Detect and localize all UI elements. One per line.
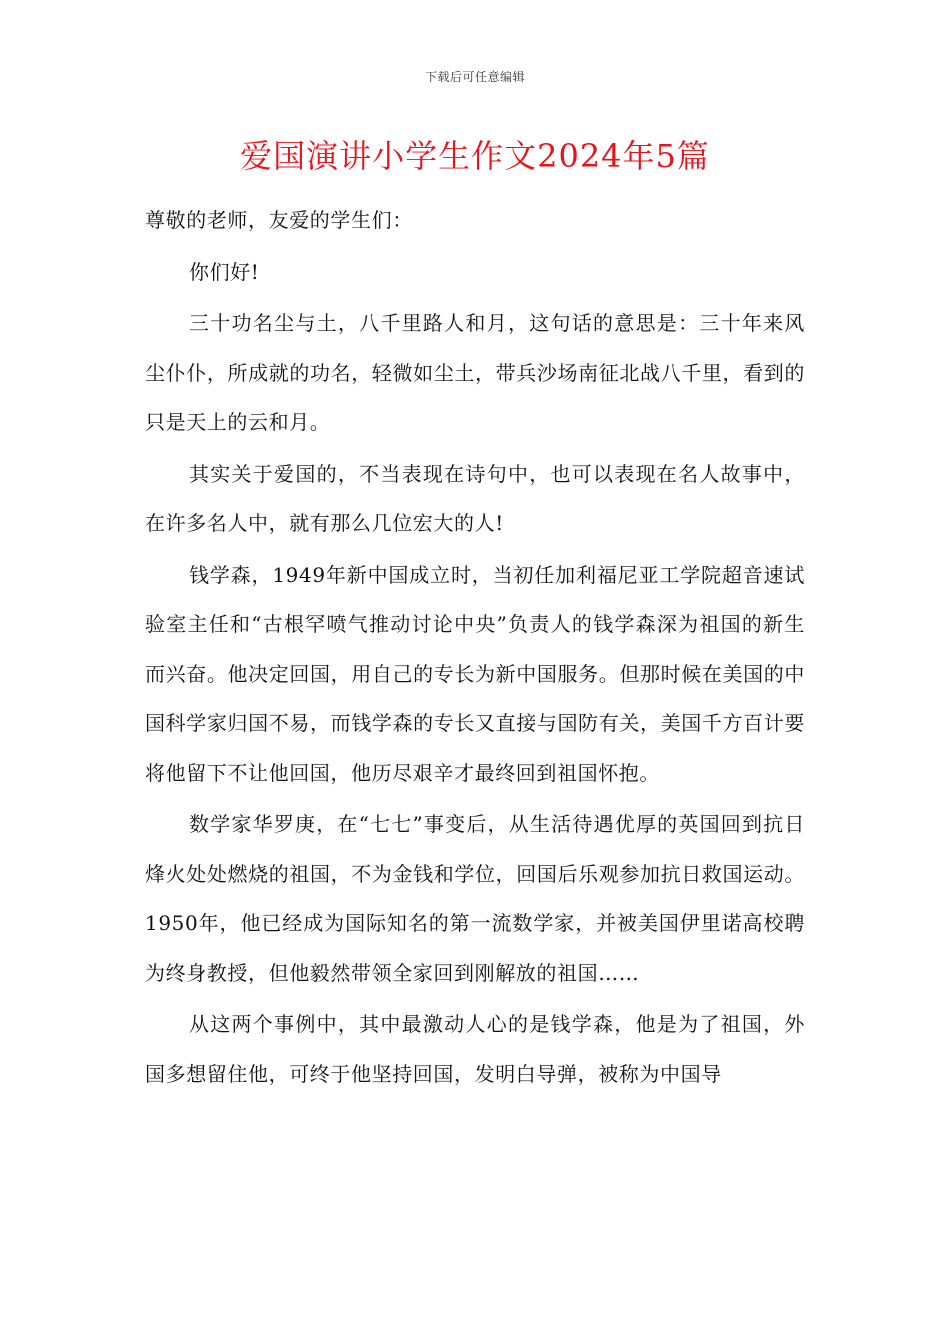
salutation: 尊敬的老师，友爱的学生们：	[145, 208, 413, 232]
document-body	[145, 196, 805, 1101]
paragraph-conclusion: 从这两个事例中，其中最激动人心的是钱学森，他是为了祖国，外国多想留住他，可终于他坚持回国，发明白导弹，被称为中国导	[145, 1012, 805, 1086]
header-note: 下载后可任意编辑	[424, 70, 525, 84]
document-title: 爱国演讲小学生作文2024年5篇	[240, 137, 710, 175]
paragraph-qian-xuesen: 钱学森，1949年新中国成立时，当初任加利福尼亚工学院超音速试验室主任和“古根罕喷气推动讨论中央”负责人的钱学森深为祖国的新生而兴奋。他决定回国，用自己的专长为新中国服务。但那时候在美国的中国科学家归国不易，而钱学森的专长又直接与国防有关，美国千方百计要将他留下不让他回国，他历尽艰辛才最终回到祖国怀抱。	[145, 562, 805, 785]
paragraph-greeting: 你们好!	[189, 259, 260, 284]
paragraph-intro: 其实关于爱国的，不当表现在诗句中，也可以表现在名人故事中，在许多名人中，就有那么几位宏大的人!	[145, 461, 805, 535]
paragraph-poem: 三十功名尘与土，八千里路人和月，这句话的意思是：三十年来风尘仆仆，所成就的功名，轻微如尘土，带兵沙场南征北战八千里，看到的只是天上的云和月。	[145, 311, 805, 434]
paragraph-hua-luogeng: 数学家华罗庚，在“七七”事变后，从生活待遇优厚的英国回到抗日烽火处处燃烧的祖国，不为金钱和学位，回国后乐观参加抗日救国运动。1950年，他已经成为国际知名的第一流数学家，并被美国伊里诺高校聘为终身教授，但他毅然带领全家回到刚解放的祖国……	[145, 812, 805, 985]
